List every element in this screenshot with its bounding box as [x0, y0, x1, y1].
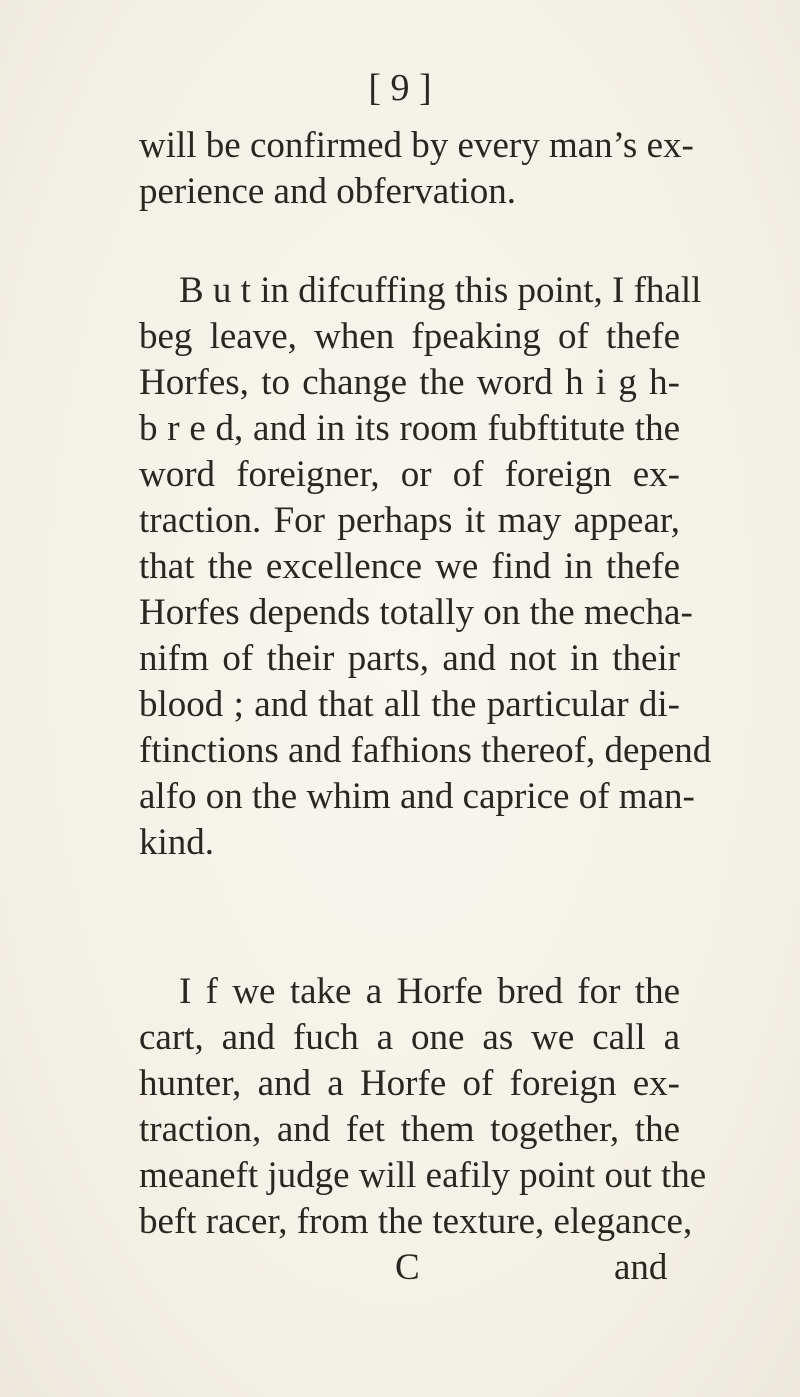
text-line: alfo on the whim and caprice of man- — [139, 776, 695, 817]
text-line: beft racer, from the texture, elegance, — [139, 1201, 693, 1242]
text-line: beg leave, when fpeaking of thefe — [139, 316, 680, 357]
text-line: will be confirmed by every man’s ex- — [139, 125, 694, 166]
text-line: B u t in difcuffing this point, I fhall — [179, 270, 702, 311]
text-line: nifm of their parts, and not in their — [139, 638, 680, 679]
page-number: [ 9 ] — [368, 67, 432, 109]
text-line: cart, and fuch a one as we call a — [139, 1017, 680, 1058]
text-line: kind. — [139, 822, 215, 863]
text-line: meaneft judge will eafily point out the — [139, 1155, 707, 1196]
text-line: traction. For perhaps it may appear, — [139, 500, 680, 541]
text-line: word foreigner, or of foreign ex- — [139, 454, 680, 495]
text-line: that the excellence we find in thefe — [139, 546, 680, 587]
text-line: blood ; and that all the particular di- — [139, 684, 680, 725]
text-line: traction, and fet them together, the — [139, 1109, 680, 1150]
text-line: I f we take a Horfe bred for the — [179, 971, 680, 1012]
text-line: hunter, and a Horfe of foreign ex- — [139, 1063, 680, 1104]
text-line: b r e d, and in its room fubftitute the — [139, 408, 680, 449]
text-line: Horfes, to change the word h i g h- — [139, 362, 680, 403]
text-line: perience and obfervation. — [139, 171, 517, 212]
text-line: Horfes depends totally on the mecha- — [139, 592, 693, 633]
catchword: and — [614, 1247, 668, 1288]
signature-mark: C — [395, 1247, 420, 1288]
text-line: ftinctions and fafhions thereof, depend — [139, 730, 712, 771]
